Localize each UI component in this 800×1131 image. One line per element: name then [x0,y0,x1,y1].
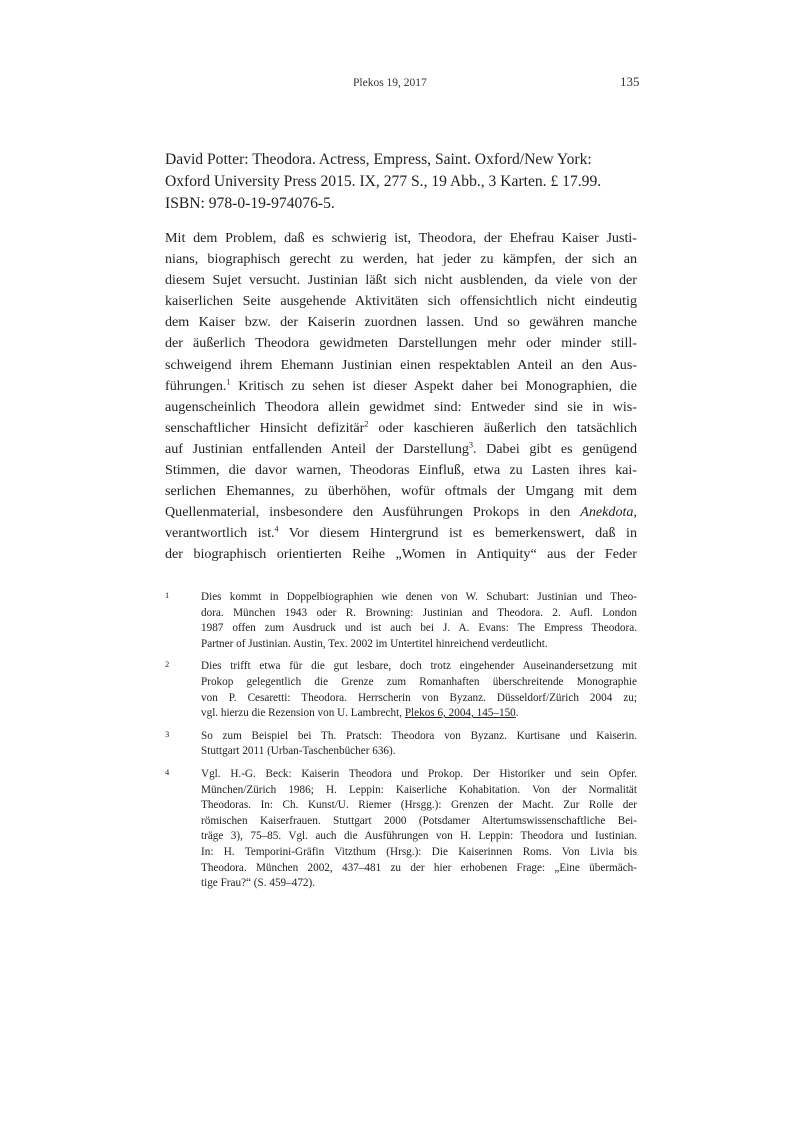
footnote-line: Dies trifft etwa für die gut lesbare, doch trotz eingehender Auseinandersetzung mit [201,660,637,673]
page-number: 135 [620,74,640,89]
body-line [165,418,637,439]
body-line [165,355,637,376]
footnote-line: Partner of Justinian. Austin, Tex. 2002 im Untertitel hinreichend verdeutlicht. [201,637,548,650]
text: der biographisch orientierten Reihe „Women in Antiquity“ aus der Feder [165,546,637,563]
text: augenscheinlich Theodora allein gewidmet sind: Entweder sind sie in wis- [165,398,637,415]
footnote [165,729,637,760]
review-link[interactable]: Plekos 6, 2004, 145–150 [404,707,516,720]
text: . [515,707,519,720]
footnote-ref[interactable]: 3 [468,440,473,450]
footnote-line: Dies kommt in Doppelbiographien wie denen von W. Schubart: Justinian und Theo- [201,591,637,603]
body-line [165,312,637,333]
footnote-line: Theodoras. In: Ch. Kunst/U. Riemer (Hrsgg.): Grenzen der Macht. Zur Rolle der [201,799,637,812]
footnote-line: dora. München 1943 oder R. Browning: Justinian and Theodora. 2. Aufl. London [201,606,637,619]
citation-line: ISBN: 978-0-19-974076-5. [165,195,335,212]
footnotes [165,590,637,899]
footnote-line: von P. Cesaretti: Theodora. Herrscherin von Byzanz. Düsseldorf/Zürich 2004 zu; [201,691,637,704]
footnote-ref[interactable]: 1 [226,376,231,386]
footnote-line: träge 3), 75–85. Vgl. auch die Ausführungen von H. Leppin: Theodora und Iustinian. [201,830,637,843]
text: , [633,504,637,521]
text: nians, biographisch gerecht zu werden, hat jeder zu kämpfen, der sich an [165,251,637,268]
journal-name: Plekos 19, 2017 [353,77,427,89]
footnote [165,590,637,652]
running-header [0,74,800,94]
text: der äußerlich Theodora gewidmeten Darstellungen mehr oder minder still- [165,335,637,352]
text: Vor diesem Hintergrund ist es bemerkenswert, daß in [278,525,637,542]
text: schweigend ihrem Ehemann Justinian einen respektablen Anteil an den Aus- [165,356,637,373]
text: Quellenmaterial, insbesondere den Ausführungen Prokops in den [165,504,581,521]
body-line [165,333,637,354]
review-citation [165,149,637,215]
footnote-line [201,706,637,722]
footnote-line: tige Frau?“ (S. 459–472). [201,877,316,890]
text: dem Kaiser bzw. der Kaiserin zuordnen lassen. Und so gewähren manche [165,314,637,331]
text: serlichen Ehemannes, zu überhöhen, wofür oftmals der Umgang mit dem [165,483,637,500]
body-line [165,544,637,565]
body-line [165,249,637,270]
body-line [165,481,637,502]
footnote-number: 3 [165,728,170,739]
italic-title: Anekdota [580,504,634,521]
body-line [165,376,637,397]
footnote-number: 4 [165,766,170,777]
footnote [165,659,637,721]
body-line [165,270,637,291]
citation-line: David Potter: Theodora. Actress, Empress, Saint. Oxford/New York: [165,151,592,168]
text: Kritisch zu sehen ist dieser Aspekt daher bei Monographien, die [230,377,637,394]
footnote-line: Theodora. München 2002, 437–481 zu der hier erhobenen Frage: „Eine übermäch- [201,861,637,874]
body-line [165,460,637,481]
footnote-text [201,590,637,652]
text: . Dabei gibt es genügend [472,440,638,457]
footnote [165,767,637,892]
footnote-number: 1 [165,590,170,600]
body-line [165,523,637,544]
footnote-line: Vgl. H.-G. Beck: Kaiserin Theodora und Prokop. Der Historiker und sein Opfer. [201,767,637,780]
footnote-text [201,767,637,892]
footnote-line: München/Zürich 1986; H. Leppin: Kaiserliche Kohabitation. Von der Normalität [201,783,637,796]
text: führungen. [165,377,227,394]
text: auf Justinian entfallenden Anteil der Darstellung [165,440,469,457]
body-line [165,397,637,418]
footnote-line: So zum Beispiel bei Th. Pratsch: Theodora von Byzanz. Kurtisane und Kaiserin. [201,729,637,742]
footnote-line: 1987 offen zum Ausdruck und ist auch bei J. A. Evans: The Empress Theodora. [201,622,637,635]
footnote-ref[interactable]: 2 [364,419,369,429]
footnote-line: Stuttgart 2011 (Urban-Taschenbücher 636). [201,745,396,758]
text: verantwortlich ist. [165,525,275,542]
citation-line: Oxford University Press 2015. IX, 277 S., 19 Abb., 3 Karten. £ 17.99. [165,173,602,190]
footnote-number: 2 [165,659,170,670]
footnote-line: römischen Kaiserfrauen. Stuttgart 2000 (Potsdamer Altertumswissenschaftliche Bei- [201,814,637,827]
body-paragraph [165,228,637,566]
footnote-line: Prokop gelegentlich die Grenze zum Romanhaften überschreitende Monographie [201,675,637,688]
text: kaiserlichen Seite ausgehende Aktivitäten sich offensichtlich nicht eindeutig [165,293,637,310]
text: vgl. hierzu die Rezension von U. Lambrecht, [201,707,405,720]
body-line [165,291,637,312]
footnote-line: In: H. Temporini-Gräfin Vitzthum (Hrsg.): Die Kaiserinnen Roms. Von Livia bis [201,845,637,858]
footnote-text [201,729,637,760]
text: diesem Sujet versucht. Justinian läßt sich nicht ausblenden, da viele von der [165,272,637,289]
text: Mit dem Problem, daß es schwierig ist, Theodora, der Ehefrau Kaiser Justi- [165,230,637,246]
text: senschaftlicher Hinsicht defizitär [165,419,365,436]
footnote-text [201,659,637,721]
body-line [165,502,637,523]
body-line [165,228,637,249]
body-line [165,439,637,460]
text: Stimmen, die davor warnen, Theodoras Einfluß, etwa zu Lasten ihres kai- [165,462,637,479]
footnote-ref[interactable]: 4 [274,524,279,534]
text: oder kaschieren äußerlich den tatsächlich [368,419,637,436]
